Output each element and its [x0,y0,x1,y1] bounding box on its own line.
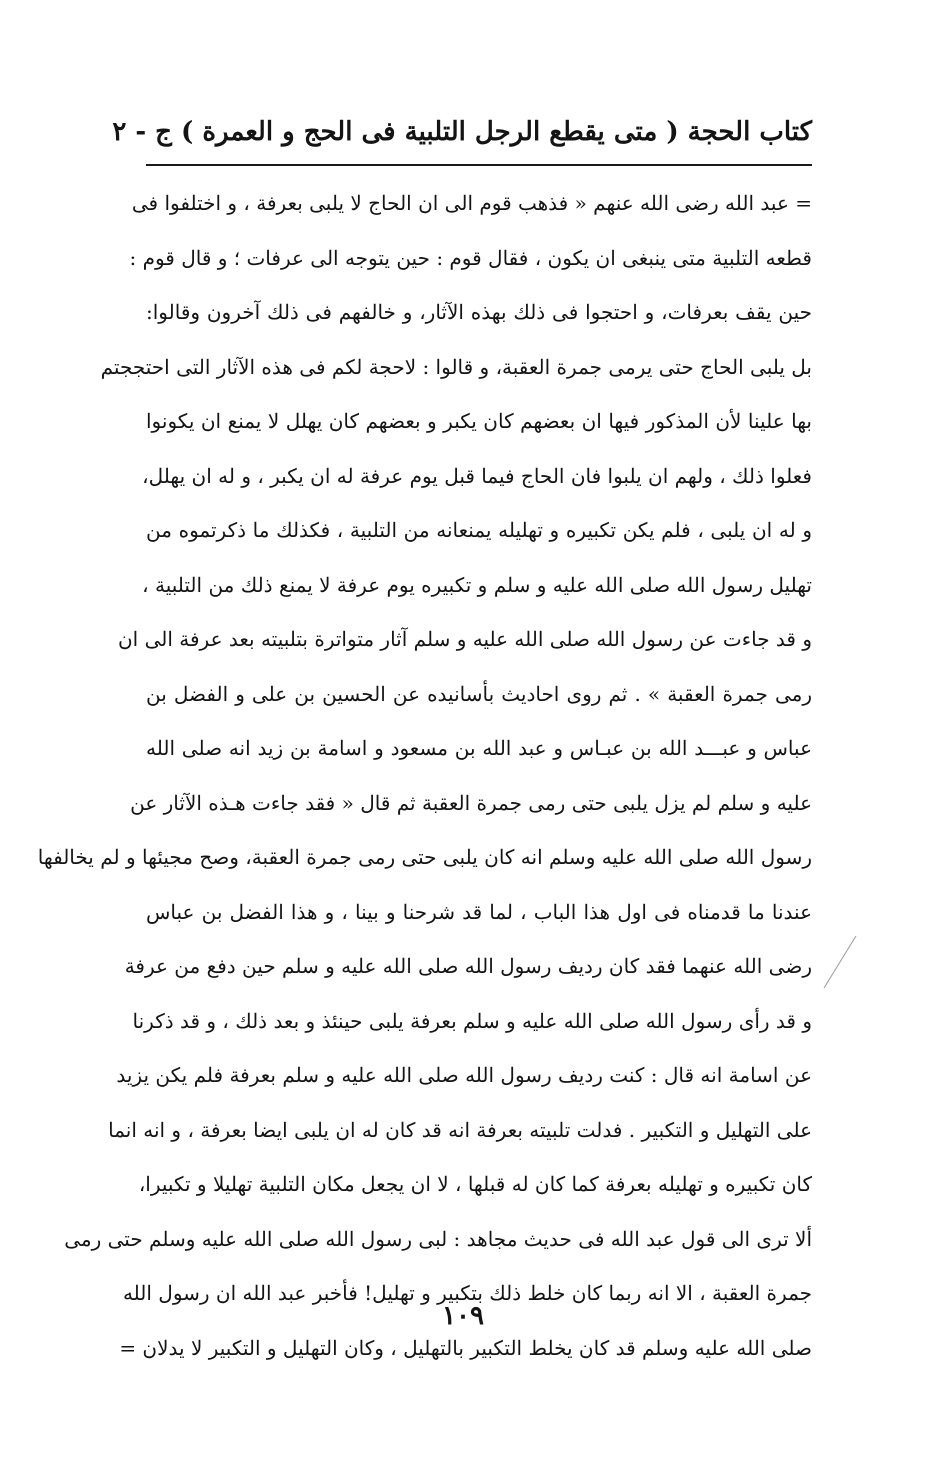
text-line: عندنا ما قدمناه فى اول هذا الباب ، لما قد شرحنا و بينا ، و هذا الفضل بن عباس [146,899,812,924]
text-line: و قد جاءت عن رسول الله صلى الله عليه و سلم آثار متواترة بتلبيته بعد عرفة الى ان [117,627,812,651]
text-line: = عبد الله رضى الله عنهم « فذهب قوم الى ان الحاج لا يلبى بعرفة ، و اختلفوا فى [131,191,812,215]
text-line: ألا ترى الى قول عبد الله فى حديث مجاهد : لبى رسول الله صلى الله عليه وسلم حتى رمى [64,1226,812,1251]
text-line: صلى الله عليه وسلم قد كان يخلط التكبير بالتهليل ، وكان التهليل و التكبير لا يدلان = [119,1335,812,1360]
text-line: جمرة العقبة ، الا انه ربما كان خلط ذلك بتكبير و تهليل! فأخبر عبد الله ان رسول الله [122,1281,812,1305]
text-line: عن اسامة انه قال : كنت رديف رسول الله صلى الله عليه و سلم بعرفة فلم يكن يزيد [116,1063,812,1087]
running-header: كتاب الحجة ( متى يقطع الرجل التلبية فى الحج و العمرة ) ج - ٢ [112,117,812,147]
header-divider [146,164,812,166]
main-text-block [37,176,812,1375]
text-line: بل يلبى الحاج حتى يرمى جمرة العقبة، و قالوا : لاحجة لكم فى هذه الآثار التى احتججتم [100,354,812,379]
text-line: و له ان يلبى ، فلم يكن تكبيره و تهليله يمنعانه من التلبية ، فكذلك ما ذكرتموه من [146,518,812,542]
text-line: عليه و سلم لم يزل يلبى حتى رمى جمرة العقبة ثم قال « فقد جاءت هـذه الآثار عن [130,790,812,815]
text-line: حين يقف بعرفات، و احتجوا فى ذلك بهذه الآثار، و خالفهم فى ذلك آخرون وقالوا: [146,300,812,324]
text-line: رضى الله عنهما فقد كان رديف رسول الله صلى الله عليه و سلم حين دفع من عرفة [124,954,812,978]
text-line: على التهليل و التكبير . فدلت تلبيته بعرفة انه قد كان له ان يلبى ايضا بعرفة ، و انه انما [108,1117,812,1142]
text-line: كان تكبيره و تهليله بعرفة كما كان له قبلها ، لا ان يجعل مكان التلبية تهليلا و تكبيرا، [138,1172,812,1196]
text-line: عباس و عبـــد الله بن عبـاس و عبد الله بن مسعود و اسامة بن زيد انه صلى الله [146,736,812,760]
text-line: تهليل رسول الله صلى الله عليه و سلم و تكبيره يوم عرفة لا يمنع ذلك من التلبية ، [142,572,812,597]
text-line: فعلوا ذلك ، ولهم ان يلبوا فان الحاج فيما قبل يوم عرفة له ان يكبر ، و له ان يهلل، [142,463,812,488]
margin-pencil-mark [820,932,860,992]
text-line: رسول الله صلى الله عليه وسلم انه كان يلبى حتى رمى جمرة العقبة، وصح مجيئها و لم يخالفها [37,845,812,869]
text-line: بها علينا لأن المذكور فيها ان بعضهم كان يكبر و بعضهم كان يهلل لا يمنع ان يكونوا [146,409,812,433]
text-line: رمى جمرة العقبة » . ثم روى احاديث بأسانيده عن الحسين بن على و الفضل بن [146,681,812,706]
text-line: قطعه التلبية متى ينبغى ان يكون ، فقال قوم : حين يتوجه الى عرفات ؛ و قال قوم : [129,245,812,270]
text-line: و قد رأى رسول الله صلى الله عليه و سلم بعرفة يلبى حينئذ و بعد ذلك ، و قد ذكرنا [132,1008,812,1033]
page-number: ١٠٩ [442,1301,484,1331]
